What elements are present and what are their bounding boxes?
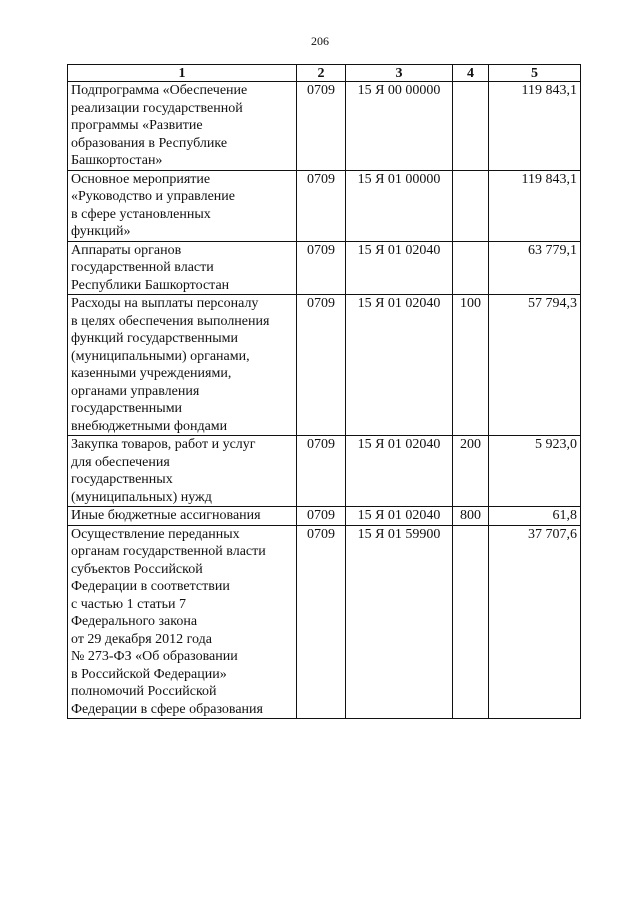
header-col-1: 1 — [68, 65, 297, 82]
amount-cell: 119 843,1 — [489, 82, 581, 171]
header-col-5: 5 — [489, 65, 581, 82]
section-cell: 0709 — [297, 507, 346, 526]
row-name-line: государственными — [71, 401, 183, 416]
row-name-line: образования в Республике — [71, 135, 228, 151]
row-name-line: субъектов Российской — [71, 561, 203, 577]
code-cell: 15 Я 00 00000 — [346, 82, 453, 171]
row-name-line: (муниципальными) органами, — [71, 348, 250, 364]
row-name-line: функций» — [71, 224, 131, 239]
header-col-4: 4 — [453, 65, 489, 82]
row-name-line: Федерации в соответствии — [71, 579, 230, 594]
table-row — [68, 436, 581, 507]
table-row — [68, 295, 581, 436]
row-name-line: государственной власти — [71, 260, 214, 275]
table-row — [68, 170, 581, 241]
row-name-line: Расходы на выплаты персоналу — [71, 296, 259, 311]
table-row — [68, 525, 581, 719]
type-cell — [453, 82, 489, 171]
row-name-cell — [68, 436, 297, 507]
row-name-line: функций государственными — [71, 331, 239, 346]
row-name-line: в целях обеспечения выполнения — [71, 313, 270, 329]
amount-cell: 37 707,6 — [489, 525, 581, 719]
section-cell: 0709 — [297, 82, 346, 171]
header-col-2: 2 — [297, 65, 346, 82]
budget-table — [67, 64, 581, 719]
row-name-line: органам государственной власти — [71, 544, 266, 559]
row-name-line: Федерации в сфере образования — [71, 701, 263, 717]
row-name-line: внебюджетными фондами — [71, 418, 228, 434]
section-cell: 0709 — [297, 436, 346, 507]
row-name-line: Подпрограмма «Обеспечение — [71, 83, 248, 98]
row-name-line: от 29 декабря 2012 года — [71, 631, 212, 647]
code-cell: 15 Я 01 59900 — [346, 525, 453, 719]
row-name-line: с частью 1 статьи 7 — [71, 596, 186, 612]
row-name-line: Осуществление переданных — [71, 526, 240, 542]
row-name-cell — [68, 295, 297, 436]
code-cell: 15 Я 01 02040 — [346, 507, 453, 526]
row-name-line: № 273-ФЗ «Об образовании — [71, 649, 238, 664]
section-cell: 0709 — [297, 295, 346, 436]
row-name-line: Иные бюджетные ассигнования — [71, 508, 261, 523]
header-col-3: 3 — [346, 65, 453, 82]
row-name-cell — [68, 507, 297, 526]
row-name-cell — [68, 170, 297, 241]
row-name-line: Основное мероприятие — [71, 171, 211, 187]
amount-cell: 57 794,3 — [489, 295, 581, 436]
table-row — [68, 241, 581, 295]
row-name-line: Аппараты органов — [71, 242, 182, 258]
code-cell: 15 Я 01 00000 — [346, 170, 453, 241]
row-name-line: реализации государственной — [71, 100, 243, 116]
row-name-line: в Российской Федерации» — [71, 666, 227, 682]
amount-cell: 61,8 — [489, 507, 581, 526]
row-name-line: казенными учреждениями, — [71, 366, 232, 381]
code-cell: 15 Я 01 02040 — [346, 436, 453, 507]
row-name-line: программы «Развитие — [71, 118, 203, 133]
section-cell: 0709 — [297, 241, 346, 295]
row-name-line: «Руководство и управление — [71, 189, 235, 204]
section-cell: 0709 — [297, 170, 346, 241]
row-name-line: государственных — [71, 472, 173, 487]
type-cell: 200 — [453, 436, 489, 507]
table-row — [68, 82, 581, 171]
amount-cell: 119 843,1 — [489, 170, 581, 241]
row-name-line: Закупка товаров, работ и услуг — [71, 437, 256, 452]
type-cell — [453, 170, 489, 241]
code-cell: 15 Я 01 02040 — [346, 241, 453, 295]
row-name-line: Федерального закона — [71, 614, 198, 629]
row-name-line: (муниципальных) нужд — [71, 489, 212, 505]
section-cell: 0709 — [297, 525, 346, 719]
row-name-line: Башкортостан» — [71, 153, 163, 168]
amount-cell: 63 779,1 — [489, 241, 581, 295]
table-row — [68, 507, 581, 526]
type-cell — [453, 525, 489, 719]
type-cell: 100 — [453, 295, 489, 436]
row-name-line: в сфере установленных — [71, 206, 211, 222]
type-cell — [453, 241, 489, 295]
row-name-cell — [68, 241, 297, 295]
type-cell: 800 — [453, 507, 489, 526]
row-name-line: полномочий Российской — [71, 684, 217, 699]
page-number: 206 — [311, 34, 329, 48]
row-name-line: Республики Башкортостан — [71, 277, 230, 293]
row-name-line: органами управления — [71, 383, 200, 399]
code-cell: 15 Я 01 02040 — [346, 295, 453, 436]
table-header-row — [68, 65, 581, 82]
row-name-cell — [68, 525, 297, 719]
row-name-cell — [68, 82, 297, 171]
row-name-line: для обеспечения — [71, 454, 170, 470]
amount-cell: 5 923,0 — [489, 436, 581, 507]
table-body — [68, 82, 581, 719]
